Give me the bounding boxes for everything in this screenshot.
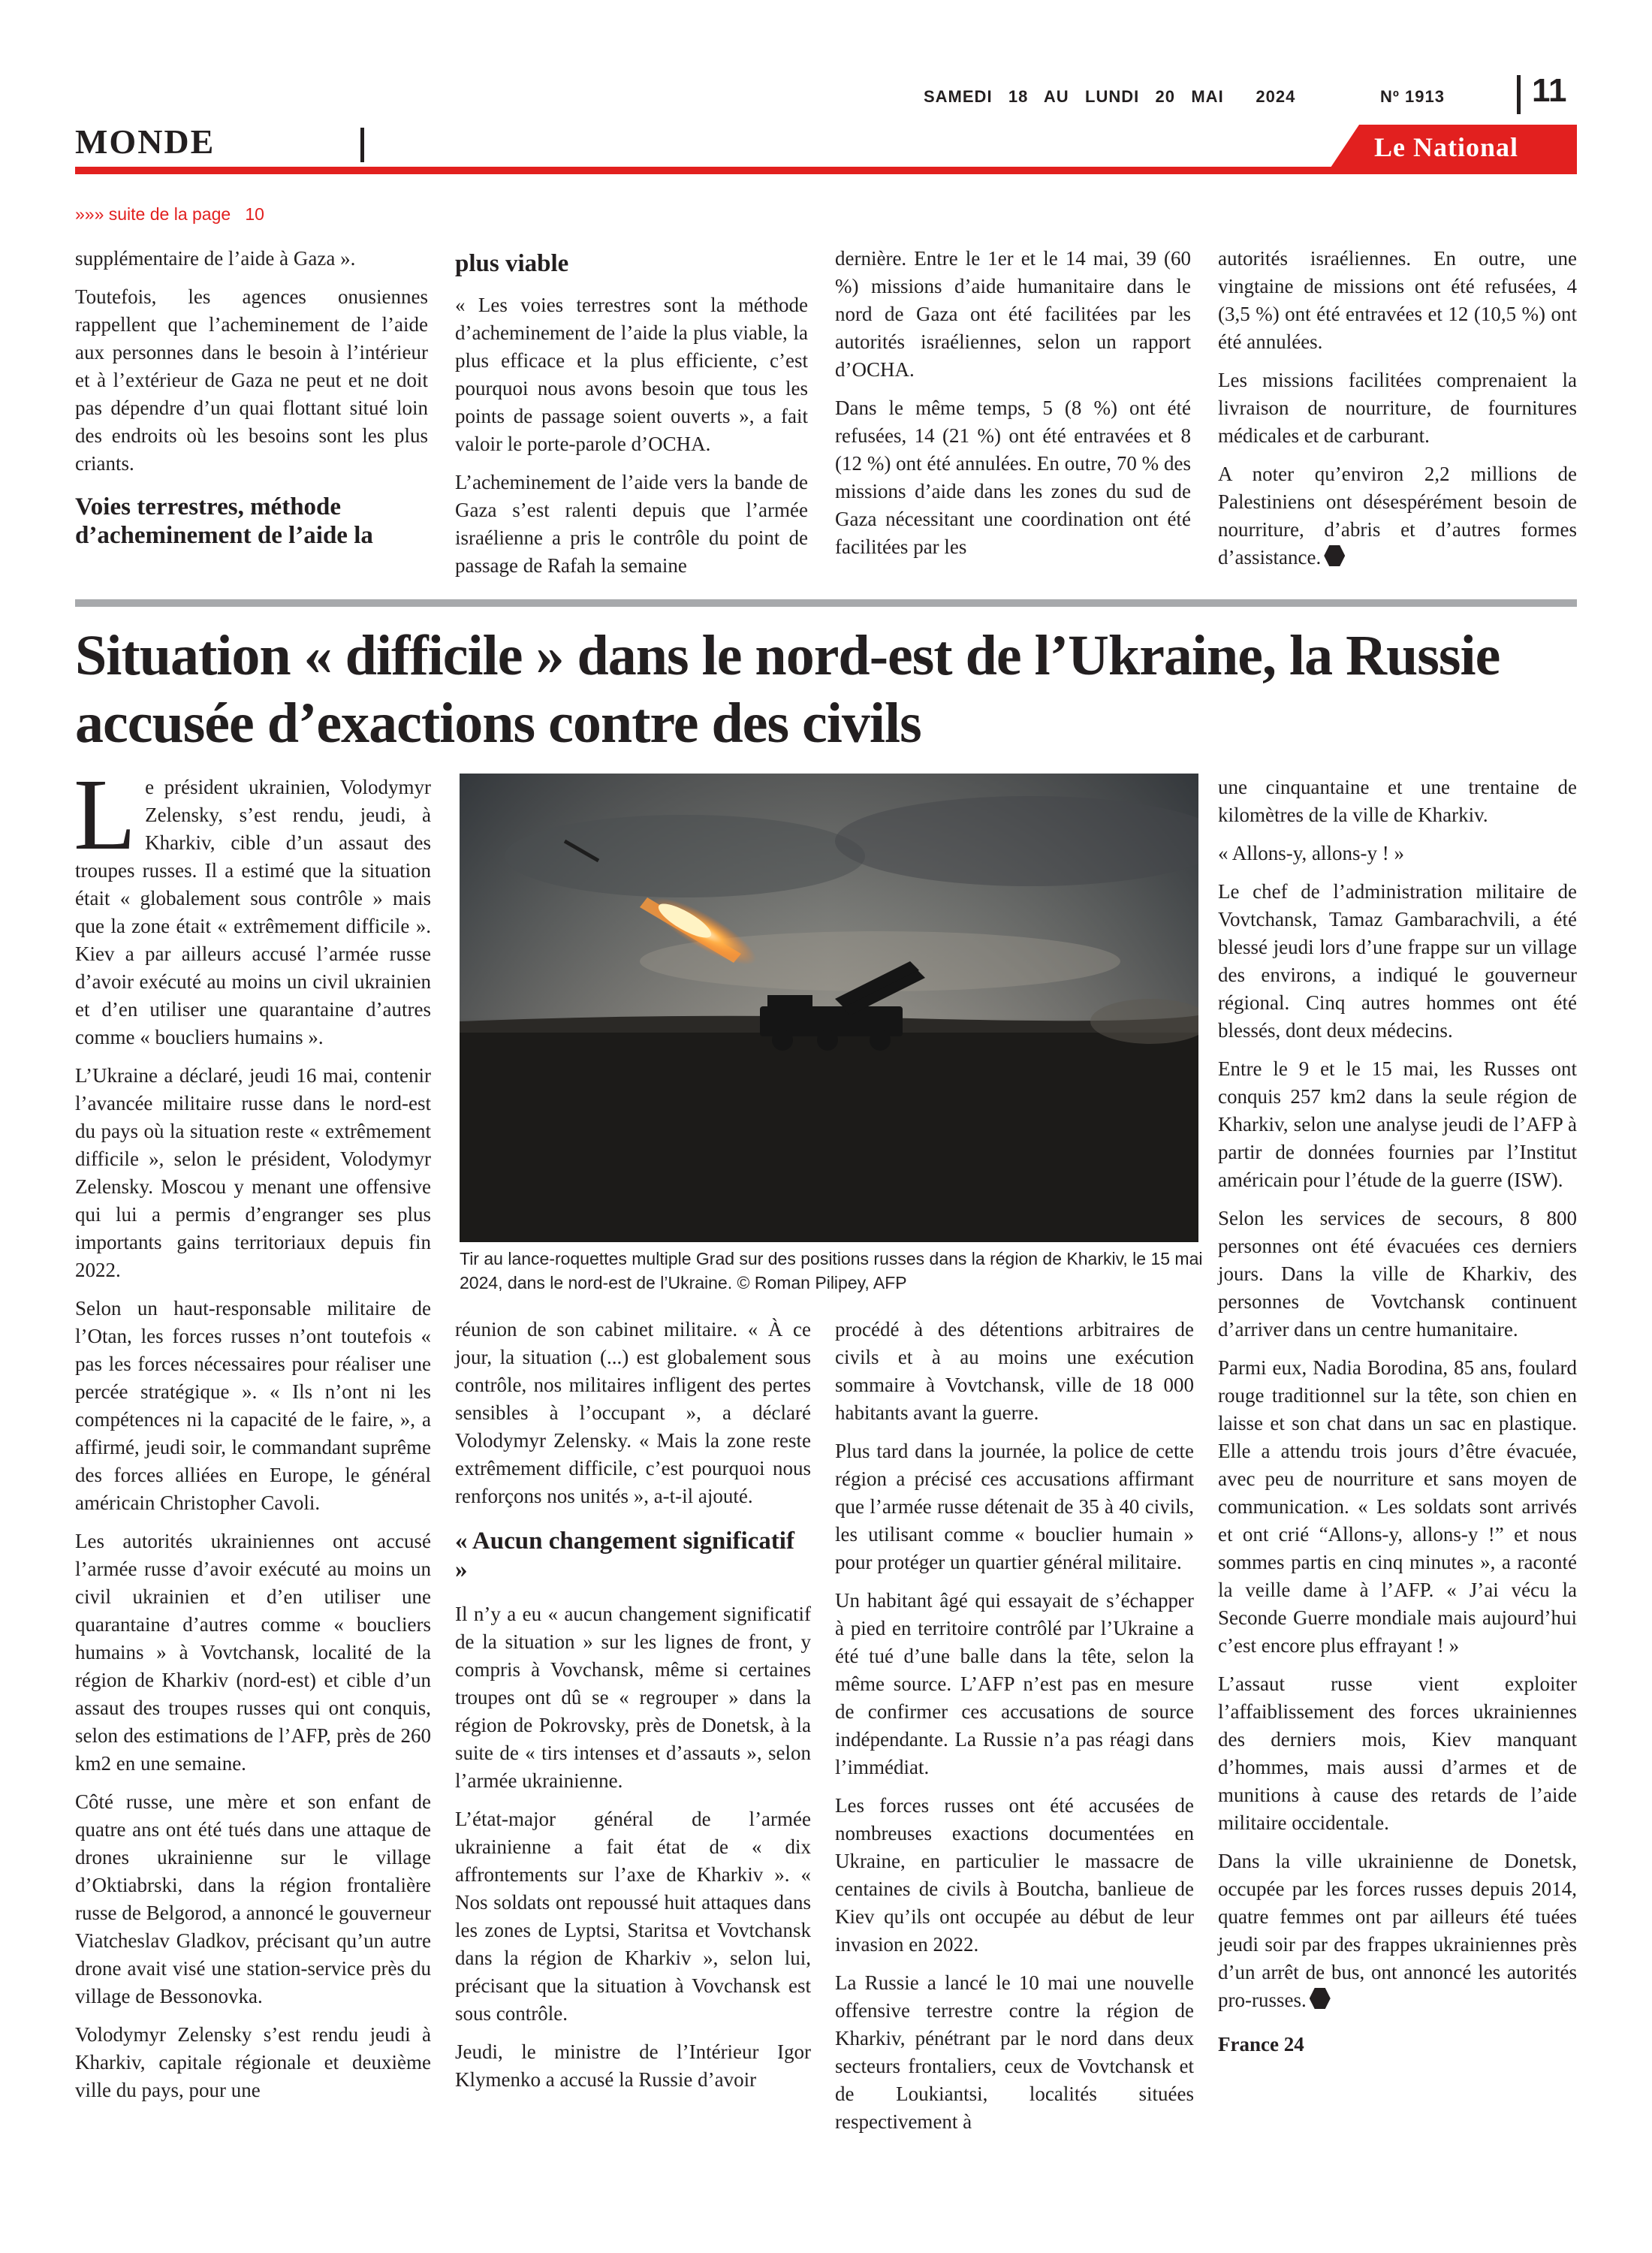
article-c2-p1: réunion de son cabinet militaire. « À ce jour, la situation (...) est globalement sous contrôle, nos militaires infligent des pertes sensibles à l’occupant », a déclaré Volodymyr Zelensky. « Mais la zone reste extrêmement difficile, c’est pourquoi nous renforçons nos unités », a-t-il ajouté. [455, 1318, 811, 1507]
article-column-1 [74, 759, 431, 2115]
article-c3-p3: Un habitant âgé qui essayait de s’échapper à pied en territoire contrôlé par l’Ukraine a été tué d’une balle dans la tête, selon la même source. L’AFP n’est pas en mesure de confirmer ces accusations de source indépendante. La Russie n’a pas réagi dans l’immédiat. [835, 1589, 1194, 1778]
article-c3-p2: Plus tard dans la journée, la police de cette région a précisé ces accusations affirmant que l’armée russe détenait de 35 à 40 civils, les utilisant comme « bouclier humain » pour protéger un quartier général militaire. [835, 1440, 1194, 1573]
article-c1-p5: Côté russe, une mère et son enfant de quatre ans ont été tués dans une attaque de drones ukrainienne sur le village d’Oktiabrski, dans la région frontalière russe de Belgorod, a annoncé le gouverneur Viatcheslav Gladkov, précisant qu’un autre drone avait visé une station-service près du village de Bessonovka. [75, 1790, 431, 2007]
article-c1-p2: L’Ukraine a déclaré, jeudi 16 mai, contenir l’avancée militaire russe dans le nord-est du pays où la situation reste « extrêmement difficile », selon le président, Volodymyr Zelensky. Moscou y menant une offensive qui lui a permis d’engranger ses plus importants gains territoriaux depuis fin 2022. [75, 1064, 431, 1281]
gaza-subhead-1: Voies terrestres, méthode d’acheminement de l’aide la [75, 493, 373, 549]
issue-number: Nº 1913 [1380, 87, 1445, 106]
end-mark-icon [1324, 545, 1345, 566]
gaza-column-1 [75, 245, 428, 560]
article-c4-p4: Entre le 9 et le 15 mai, les Russes ont conquis 257 km2 dans la seule région de Kharkiv, selon une analyse jeudi de l’AFP à partir de données fournies par l’Institut américain pour l’étude de la guerre (ISW). [1218, 1057, 1577, 1191]
article-c3-p1: procédé à des détentions arbitraires de civils et à au moins une exécution sommaire à Vovtchansk, ville de 18 000 habitants avant la guerre. [835, 1318, 1194, 1424]
article-c3-p5: La Russie a lancé le 10 mai une nouvelle offensive terrestre contre la région de Kharkiv, pénétrant par le nord dans deux secteurs frontaliers, ceux de Vovtchansk et de Loukiantsi, localités situées respectivement à [835, 1971, 1194, 2133]
gaza-column-3 [835, 245, 1191, 572]
section-title-bar [360, 128, 364, 162]
end-mark-icon [1310, 1988, 1331, 2009]
article-c2-p3: L’état-major général de l’armée ukrainienne a fait état de « dix affrontements sur l’axe de Kharkiv ». « Nos soldats ont repoussé huit attaques dans les zones de Lyptsi, Staritsa et Vovtchansk dans la région de Kharkiv », selon lui, précisant que la situation à Vovchansk est sous contrôle. [455, 1808, 811, 2025]
article-c4-p7: L’assaut russe vient exploiter l’affaiblissement des forces ukrainiennes des derniers mois, Kiev manquant d’hommes, mais aussi d’armes et de munitions à cause des retards de l’aide militaire occidentale. [1218, 1672, 1577, 1834]
photo-caption: Tir au lance-roquettes multiple Grad sur des positions russes dans la région de Kharkiv, le 15 mai 2024, dans le nord-est de l’Ukraine. © Roman Pilipey, AFP [460, 1249, 1203, 1292]
article-photo [460, 774, 1198, 1242]
section-title: MONDE [75, 122, 216, 161]
gaza-c4-p2: Les missions facilitées comprenaient la livraison de nourriture, de fournitures médicales et de carburant. [1218, 369, 1577, 447]
issue-date: SAMEDI 18 AU LUNDI 20 MAI 2024 [924, 87, 1296, 106]
headline: Situation « difficile » dans le nord-est de l’Ukraine, la Russie accusée d’exactions contre des civils [75, 624, 1500, 755]
drop-cap: L [74, 759, 137, 871]
article-column-4 [1218, 774, 1577, 2069]
article-column-2 [455, 1316, 811, 2104]
article-c4-p5: Selon les services de secours, 8 800 personnes ont été évacuées ces derniers jours. Dans la ville de Kharkiv, des personnes de Vovtchansk continuent d’arriver dans un centre humanitaire. [1218, 1207, 1577, 1341]
gaza-subhead-2: plus viable [455, 250, 569, 277]
gaza-column-4 [1218, 245, 1577, 582]
article-c4-p6: Parmi eux, Nadia Borodina, 85 ans, foulard rouge traditionnel sur la tête, son chien en laisse et son chat dans un sac en plastique. Elle a attendu trois jours d’être évacuée, avec peu de nourriture et sans moyen de communication. « Les soldats sont arrivés et ont crié “Allons-y, allons-y !” et nous sommes partis en cinq minutes », a raconté la veille dame à l’AFP. « J’ai vécu la Seconde Guerre mondiale mais aujourd’hui c’est encore plus effrayant ! » [1218, 1356, 1577, 1657]
header-rule [75, 167, 1577, 174]
photo-illustration [460, 774, 1198, 1242]
gaza-c1-p1: supplémentaire de l’aide à Gaza ». [75, 247, 356, 270]
article-c2-p4: Jeudi, le ministre de l’Intérieur Igor Klymenko a accusé la Russie d’avoir [455, 2040, 811, 2091]
article-column-3 [835, 1316, 1194, 2146]
article-c4-p3: Le chef de l’administration militaire de Vovtchansk, Tamaz Gambarachvili, a été blessé jeudi lors d’une frappe sur un village des environs, a indiqué le gouverneur régional. Cinq autres hommes ont été blessés, dont deux médecins. [1218, 880, 1577, 1042]
gaza-c2-p1: « Les voies terrestres sont la méthode d’acheminement de l’aide la plus viable, la plus efficace et la plus efficiente, c’est pourquoi nous avons besoin que tous les points de passage soient ouverts », a fait valoir le porte-parole d’OCHA. [455, 294, 808, 455]
gaza-c1-p2: Toutefois, les agences onusiennes rappellent que l’acheminement de l’aide aux personnes dans le besoin à l’intérieur et à l’extérieur de Gaza ne peut et ne doit pas dépendre d’un quai flottant situé loin des endroits où les besoins sont les plus criants. [75, 285, 428, 475]
article-c4-p1: une cinquantaine et une trentaine de kilomètres de la ville de Kharkiv. [1218, 776, 1577, 826]
article-c3-p4: Les forces russes ont été accusées de nombreuses exactions documentées en Ukraine, en particulier le massacre de centaines de civils à Boutcha, banlieue de Kiev qu’ils ont occupée au début de leur invasion en 2022. [835, 1794, 1194, 1956]
gaza-column-2 [455, 249, 808, 590]
article-source: France 24 [1218, 2033, 1304, 2055]
page-number-bar [1517, 75, 1521, 114]
article-c1-p6: Volodymyr Zelensky s’est rendu jeudi à Kharkiv, capitale régionale et deuxième ville du pays, pour une [75, 2023, 431, 2101]
gaza-c3-p2: Dans le même temps, 5 (8 %) ont été refusées, 14 (21 %) ont été entravées et 8 (12 %) ont été annulées. En outre, 70 % des missions d’aide dans les zones du sud de Gaza nécessitant une coordination ont été facilitées par les [835, 397, 1191, 558]
article-subhead: « Aucun changement significatif » [455, 1528, 794, 1583]
gaza-c3-p1: dernière. Entre le 1er et le 14 mai, 39 (60 %) missions d’aide humanitaire dans le nord de Gaza ont été facilitées par les autorités israéliennes, selon un rapport d’OCHA. [835, 247, 1191, 381]
article-c1-p1: Le président ukrainien, Volodymyr Zelensky, s’est rendu, jeudi, à Kharkiv, cible d’un assaut des troupes russes. Il a estimé que la situation était « globalement sous contrôle » mais que la zone était « extrêmement difficile ». Kiev a par ailleurs accusé l’armée russe d’avoir exécuté au moins un civil ukrainien et d’en utiliser une quarantaine d’autres comme « boucliers humains ». [74, 759, 431, 1048]
gaza-c4-p1: autorités israéliennes. En outre, une vingtaine de missions ont été refusées, 4 (3,5 %) ont été entravées et 12 (10,5 %) ont été annulées. [1218, 247, 1577, 353]
article-divider [75, 599, 1577, 607]
article-c1-p3: Selon un haut-responsable militaire de l’Otan, les forces russes n’ont toutefois « pas les forces nécessaires pour réaliser une percée stratégique ». « Ils n’ont ni les compétences ni la capacité de le faire, », a affirmé, jeudi soir, le commandant suprême des forces alliées en Europe, le général américain Christopher Cavoli. [75, 1297, 431, 1514]
continuation-label[interactable]: »»» suite de la page 10 [75, 204, 264, 224]
article-c2-p2: Il n’y a eu « aucun changement significatif de la situation » sur les lignes de front, y compris à Vovchansk, même si certaines troupes ont dû se « regrouper » dans la région de Pokrovsky, près de Donetsk, à la suite de « tirs intenses et d’assauts », selon l’armée ukrainienne. [455, 1603, 811, 1792]
article-c4-p8: Dans la ville ukrainienne de Donetsk, occupée par les forces russes depuis 2014, quatre femmes ont par ailleurs été tuées jeudi soir par des frappes ukrainiennes près d’un arrêt de bus, ont annoncé les autorités pro-russes. [1218, 1850, 1577, 2011]
brand-name: Le National [1374, 132, 1519, 162]
article-c1-p4: Les autorités ukrainiennes ont accusé l’armée russe d’avoir exécuté au moins un civil ukrainien et d’en utiliser une quarantaine d’autres comme « boucliers humains » à Vovtchansk, localité de la région de Kharkiv (nord-est) et cible d’un assaut des troupes russes qui ont conquis, selon des estimations de l’AFP, près de 260 km2 en une semaine. [75, 1530, 431, 1775]
article-c4-p2: « Allons-y, allons-y ! » [1218, 842, 1404, 864]
page-number: 11 [1532, 72, 1567, 109]
gaza-c2-p2: L’acheminement de l’aide vers la bande de Gaza s’est ralenti depuis que l’armée israélienne a pris le contrôle du point de passage de Rafah la semaine [455, 471, 808, 577]
gaza-c4-p3: A noter qu’environ 2,2 millions de Palestiniens ont désespérément besoin de nourriture, d’abris et d’autres formes d’assistance. [1218, 463, 1577, 569]
